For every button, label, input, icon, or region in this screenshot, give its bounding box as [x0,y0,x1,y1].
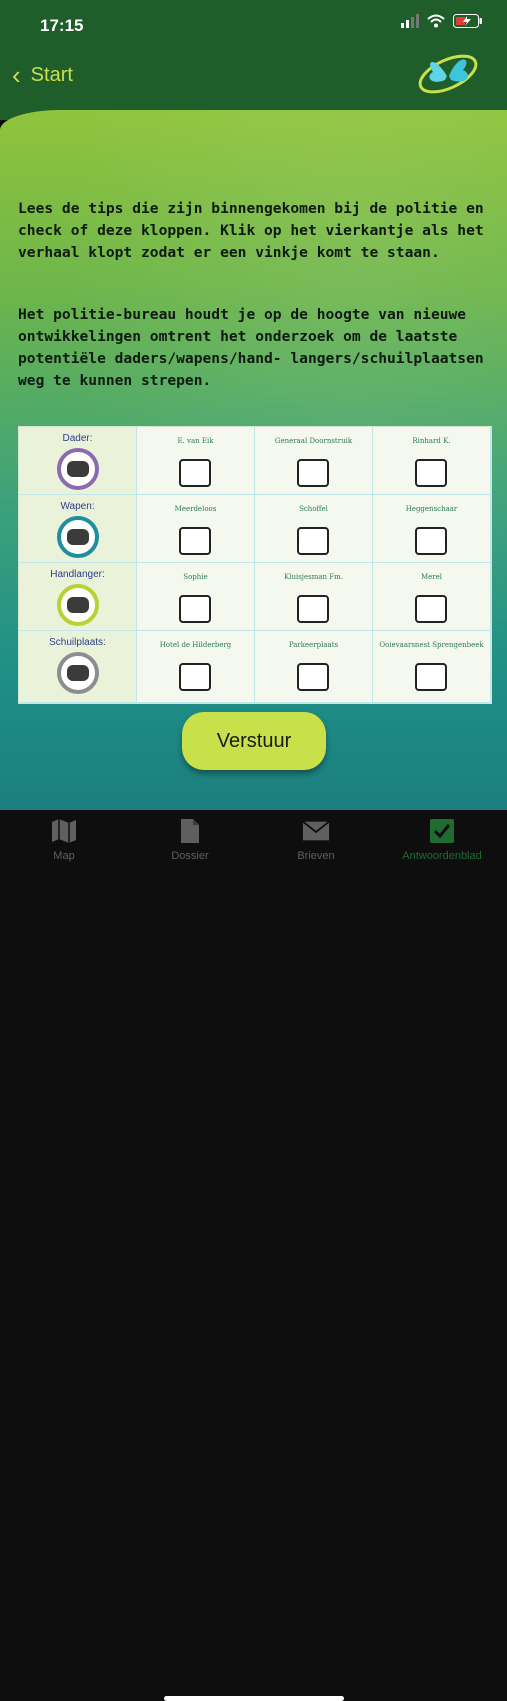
submit-button[interactable]: Verstuur [182,712,326,770]
checkbox[interactable] [179,527,211,555]
row-label-handlanger [19,563,137,631]
hideout-icon [57,652,99,694]
tab-dossier[interactable] [140,818,240,862]
back-button[interactable] [12,62,73,88]
row-label-schuilplaats [19,631,137,703]
option-label: Sophie [183,573,208,581]
envelope-icon [302,818,330,844]
option-label: Hotel de Hilderberg [159,641,232,649]
option-cell [255,495,373,563]
option-cell [137,495,255,563]
tab-map[interactable] [14,818,114,862]
tab-label: Antwoordenblad [402,850,482,862]
status-icons [401,14,483,33]
option-label: Merel [420,573,443,581]
row-label-text: Dader: [62,433,93,444]
row-label-text: Schuilplaats: [49,637,106,648]
checkbox[interactable] [297,527,329,555]
row-label-dader [19,427,137,495]
tab-label: Map [53,850,75,862]
tab-label: Brieven [297,850,335,862]
row-label-text: Wapen: [60,501,95,512]
option-cell [255,427,373,495]
tab-antwoordenblad[interactable] [392,818,492,862]
checkbox[interactable] [297,663,329,691]
option-cell [255,631,373,703]
checkbox[interactable] [297,459,329,487]
option-label: Meerdeloos [174,505,217,513]
option-label: Generaal Doornstruik [274,437,353,445]
option-label: E. van Eik [177,437,214,445]
wifi-icon [427,14,445,33]
option-label: Ooievaarsnest Sprengenbeek [379,641,484,649]
butterfly-logo [415,46,481,100]
weapon-icon [57,516,99,558]
status-bar [0,0,507,48]
instructions-paragraph-2: Het politie-bureau houdt je op de hoogte van nieuwe ontwikkelingen omtrent het onderzoek om de laatste potentiële daders/wapens/hand- langers/schuilplaatsen weg te kunnen strepen. [18,306,484,389]
accomplice-icon [57,584,99,626]
row-label-text: Handlanger: [50,569,105,580]
nav-bar [0,52,507,104]
option-cell [255,563,373,631]
checkbox-checked-icon [428,818,456,844]
header-bar [0,0,507,120]
map-icon [50,818,78,844]
checkbox[interactable] [179,595,211,623]
option-label: Kluisjesman Fm. [284,573,343,581]
home-indicator [164,1696,344,1701]
content-area [0,110,507,810]
option-label: Schoffel [299,505,328,513]
battery-icon [453,14,483,33]
answer-grid [18,426,492,704]
option-label: Heggenschaar [405,505,458,513]
checkbox[interactable] [179,663,211,691]
option-cell [373,563,491,631]
checkbox[interactable] [179,459,211,487]
status-time: 17:15 [40,16,84,35]
document-icon [176,818,204,844]
signal-icon [401,14,419,33]
chevron-left-icon: ‹ [12,60,21,90]
tab-label: Dossier [171,850,209,862]
option-cell [373,427,491,495]
option-cell [373,495,491,563]
tab-brieven[interactable] [266,818,366,862]
suspect-icon [57,448,99,490]
option-cell [137,631,255,703]
checkbox[interactable] [415,663,447,691]
checkbox[interactable] [297,595,329,623]
row-label-wapen [19,495,137,563]
option-cell [373,631,491,703]
checkbox[interactable] [415,595,447,623]
tab-bar [0,810,507,900]
option-label: Rinhard K. [412,437,451,445]
option-cell [137,563,255,631]
back-label: Start [30,63,73,86]
option-cell [137,427,255,495]
checkbox[interactable] [415,459,447,487]
checkbox[interactable] [415,527,447,555]
instructions-text [18,176,490,432]
instructions-paragraph-1: Lees de tips die zijn binnengekomen bij de politie en check of deze kloppen. Klik op het vierkantje als het verhaal klopt zodat er een vinkje komt te staan. [18,200,484,261]
option-label: Parkeerplaats [288,641,339,649]
